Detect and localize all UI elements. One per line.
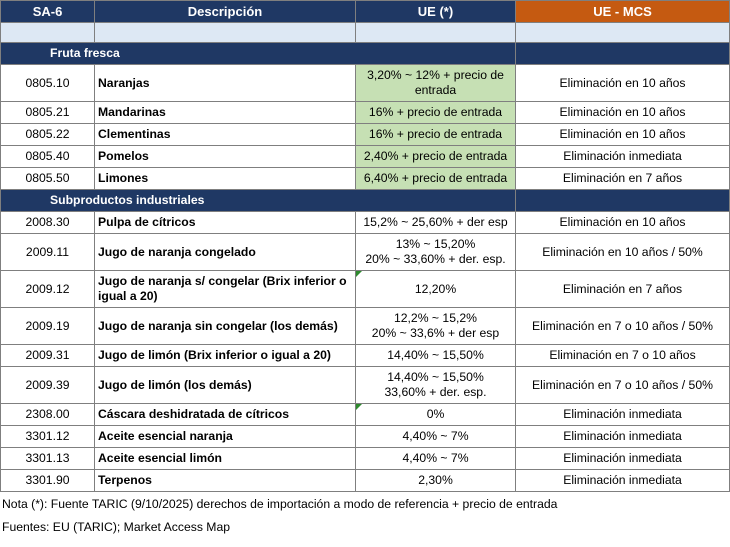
row-ue-mcs: Eliminación en 10 años	[516, 124, 730, 146]
row-code: 0805.10	[1, 65, 95, 102]
header-ue-mcs: UE - MCS	[516, 1, 730, 23]
row-code: 0805.40	[1, 146, 95, 168]
row-ue: 2,40% + precio de entrada	[356, 146, 516, 168]
row-ue	[356, 367, 516, 404]
row-code: 3301.13	[1, 448, 95, 470]
row-code: 0805.21	[1, 102, 95, 124]
row-ue	[356, 234, 516, 271]
row-description: Terpenos	[95, 470, 356, 492]
header-descripcion: Descripción	[95, 1, 356, 23]
row-ue-mcs: Eliminación inmediata	[516, 470, 730, 492]
table-row	[1, 470, 730, 492]
row-ue: 4,40% ~ 7%	[356, 426, 516, 448]
section-title-subproductos: Subproductos industriales	[1, 190, 516, 212]
section-row-subproductos	[1, 190, 730, 212]
row-ue-line2: 20% ~ 33,6% + der esp	[371, 326, 500, 340]
row-ue-line2: 33,60% + der. esp.	[384, 385, 487, 399]
section-row-fruta	[1, 43, 730, 65]
table-row	[1, 448, 730, 470]
blank-row	[1, 23, 730, 43]
row-ue-mcs: Eliminación en 10 años	[516, 65, 730, 102]
section-filler	[516, 190, 730, 212]
row-description: Pulpa de cítricos	[95, 212, 356, 234]
blank-cell	[516, 23, 730, 43]
row-ue-line2: 20% ~ 33,60% + der. esp.	[365, 252, 506, 266]
row-ue: 16% + precio de entrada	[356, 102, 516, 124]
row-ue-line1: 12,2% ~ 15,2%	[393, 311, 477, 325]
row-code: 2008.30	[1, 212, 95, 234]
row-ue: 4,40% ~ 7%	[356, 448, 516, 470]
row-ue: 15,2% ~ 25,60% + der esp	[356, 212, 516, 234]
row-code: 2009.12	[1, 271, 95, 308]
row-code: 3301.12	[1, 426, 95, 448]
row-description: Limones	[95, 168, 356, 190]
row-ue: 16% + precio de entrada	[356, 124, 516, 146]
table-row	[1, 212, 730, 234]
table-row	[1, 65, 730, 102]
row-ue: 12,20%	[356, 271, 516, 308]
row-description: Jugo de limón (Brix inferior o igual a 20)	[95, 345, 356, 367]
row-ue-mcs: Eliminación inmediata	[516, 146, 730, 168]
row-description: Aceite esencial limón	[95, 448, 356, 470]
row-ue-line1: 14,40% ~ 15,50%	[387, 370, 484, 384]
footnote-fuentes: Fuentes: EU (TARIC); Market Access Map	[2, 520, 231, 534]
section-title-fruta: Fruta fresca	[1, 43, 516, 65]
table-row	[1, 168, 730, 190]
blank-cell	[356, 23, 516, 43]
section-filler	[516, 43, 730, 65]
row-code: 2009.11	[1, 234, 95, 271]
row-description: Jugo de naranja s/ congelar (Brix inferior o igual a 20)	[95, 271, 356, 308]
row-code: 2009.39	[1, 367, 95, 404]
row-ue-mcs: Eliminación en 7 o 10 años / 50%	[516, 308, 730, 345]
row-description: Jugo de naranja congelado	[95, 234, 356, 271]
table-row	[1, 308, 730, 345]
row-ue-mcs: Eliminación en 7 o 10 años	[516, 345, 730, 367]
row-ue-mcs: Eliminación en 7 años	[516, 168, 730, 190]
row-ue: 0%	[356, 404, 516, 426]
row-ue-mcs: Eliminación en 10 años / 50%	[516, 234, 730, 271]
table-row	[1, 102, 730, 124]
table-row	[1, 404, 730, 426]
row-ue-mcs: Eliminación inmediata	[516, 404, 730, 426]
table-row	[1, 124, 730, 146]
row-ue: 14,40% ~ 15,50%	[356, 345, 516, 367]
row-code: 0805.22	[1, 124, 95, 146]
row-code: 2009.31	[1, 345, 95, 367]
row-description: Aceite esencial naranja	[95, 426, 356, 448]
footnote-nota: Nota (*): Fuente TARIC (9/10/2025) derechos de importación a modo de referencia + precio de entrada	[2, 497, 558, 511]
row-ue-line1: 13% ~ 15,20%	[395, 237, 476, 251]
header-sa6: SA-6	[1, 1, 95, 23]
row-code: 2009.19	[1, 308, 95, 345]
table-row	[1, 234, 730, 271]
blank-cell	[95, 23, 356, 43]
row-description: Jugo de limón (los demás)	[95, 367, 356, 404]
row-description: Naranjas	[95, 65, 356, 102]
header-row	[1, 1, 730, 23]
table-row	[1, 271, 730, 308]
row-ue-mcs: Eliminación en 7 o 10 años / 50%	[516, 367, 730, 404]
row-ue-mcs: Eliminación en 10 años	[516, 212, 730, 234]
table-row	[1, 426, 730, 448]
blank-cell	[1, 23, 95, 43]
row-code: 2308.00	[1, 404, 95, 426]
row-code: 0805.50	[1, 168, 95, 190]
row-description: Mandarinas	[95, 102, 356, 124]
table-row	[1, 367, 730, 404]
row-ue-mcs: Eliminación inmediata	[516, 448, 730, 470]
row-description: Cáscara deshidratada de cítricos	[95, 404, 356, 426]
table-row	[1, 345, 730, 367]
table-row	[1, 146, 730, 168]
header-ue: UE (*)	[356, 1, 516, 23]
row-ue-mcs: Eliminación inmediata	[516, 426, 730, 448]
row-ue	[356, 308, 516, 345]
row-ue: 2,30%	[356, 470, 516, 492]
row-ue: 6,40% + precio de entrada	[356, 168, 516, 190]
row-ue-mcs: Eliminación en 7 años	[516, 271, 730, 308]
row-description: Clementinas	[95, 124, 356, 146]
row-ue: 3,20% ~ 12% + precio de entrada	[356, 65, 516, 102]
row-ue-mcs: Eliminación en 10 años	[516, 102, 730, 124]
row-description: Jugo de naranja sin congelar (los demás)	[95, 308, 356, 345]
row-description: Pomelos	[95, 146, 356, 168]
row-code: 3301.90	[1, 470, 95, 492]
